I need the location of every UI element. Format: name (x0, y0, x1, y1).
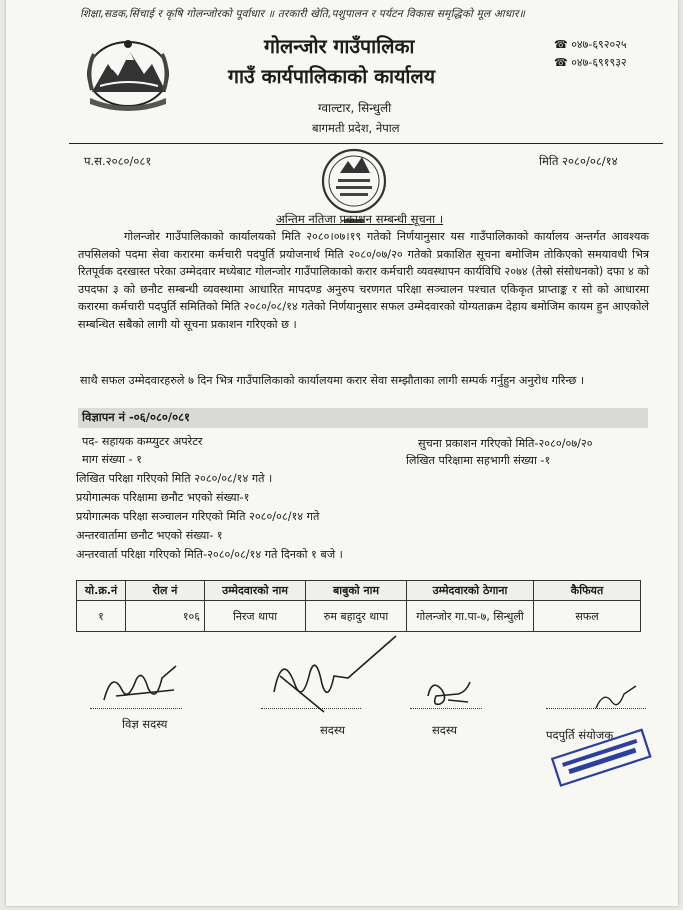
practical-selected: प्रयोगात्मक परिक्षामा छनौट भएको संख्या-१ (76, 491, 250, 504)
signature-line-3 (410, 708, 482, 709)
results-table (76, 580, 641, 632)
address-line-1: ग्वाल्टार, सिन्धुली (318, 101, 392, 115)
col-roll: रोल नं (126, 581, 205, 601)
phone-icon: ☎ (554, 56, 572, 69)
signature-line-2 (261, 708, 361, 709)
coordinator-stamp-icon (546, 726, 654, 788)
signature-label-2: सदस्य (320, 723, 346, 737)
phone-number-1 (554, 37, 627, 52)
col-candidate: उम्मेदवारको नाम (205, 581, 306, 601)
reference-number: प.स.२०८०/०८१ (84, 154, 152, 168)
phone-number-2 (554, 55, 627, 70)
notice-paragraph-1: गोलन्जोर गाउँपालिकाको कार्यालयको मिति २०८०।०७।१९ गतेको निर्णयानुसार यस गाउँपालिकाको कार्यालय अन्तर्गत आवश्यक तपसिलको पदमा सेवा करारमा कर्मचारी पदपुर्ति प्रयोजनार्थ मिति २०८०/०७/२० गतेको प्रकाशित सूचना बमोजिम तोकिएको समयावधी भित्र रितपूर्वक दरखास्त परेका उम्मेदवार मध्येबाट गोलन्जोर गाउँपालिकाको करार कर्मचारी व्यवस्थापन कार्यविधि २०७४ (तेस्रो संसोधनको) दफा ४ को उपदफा ३ को छनौट सम्बन्धी व्यवस्थामा आधारित मापदण्ड अनुरुप चरणगत परिक्षा सञ्चालन पश्चात एकिकृत प्राप्ताङ्क र सो को आधारमा करारमा कर्मचारी पदपुर्ति समितिको मिति २०८०/०८/१४ गतेको निर्णयानुसार सफल उम्मेदवारको योग्यताक्रम देहाय बमोजिम कायम हुन आएकोले सम्बन्धित सबैको लागी यो सूचना प्रकाशन गरिएको छ । (78, 230, 649, 331)
vacancy-number: विज्ञापन नं -०६/०८०/०८१ (82, 410, 191, 424)
signature-label-3: सदस्य (432, 723, 458, 737)
header-slogan: शिक्षा,सडक,सिंचाई र कृषि गोलन्जोरको पूर्वाधार ॥ तरकारी खेति,पशुपालन र पर्यटन विकास समृद्धिको मूल आधार॥ (80, 8, 526, 20)
signature-line-1 (90, 708, 182, 709)
col-remarks: कैफियत (534, 581, 641, 601)
signature-label-1: विज्ञ सदस्य (122, 717, 168, 731)
written-participants: लिखित परिक्षामा सहभागी संख्या -१ (406, 454, 551, 467)
written-exam-date: लिखित परिक्षा गरिएको मिति २०८०/०८/१४ गते । (76, 472, 273, 485)
phone-2-text: ०४७-६९१९३२ (571, 56, 627, 69)
practical-exam-date: प्रयोगात्मक परिक्षा सञ्चालन गरिएको मिति २०८०/०८/१४ गते (76, 510, 320, 523)
col-serial: यो.क्र.नं (77, 581, 126, 601)
office-name: गोलन्जोर गाउँपालिका (264, 35, 415, 58)
col-address: उम्मेदवारको ठेगाना (407, 581, 534, 601)
cell-roll: १०६ (126, 601, 205, 632)
table-header-row (77, 581, 641, 601)
table-row (77, 601, 641, 632)
phone-1-text: ०४७-६९२०२५ (571, 38, 627, 51)
signature-member-2 (418, 672, 478, 712)
cell-remarks: सफल (534, 601, 641, 632)
document-sheet (6, 0, 678, 906)
cell-address: गोलन्जोर गा.पा-७, सिन्धुली (407, 601, 534, 632)
signature-expert-member (96, 660, 186, 712)
cell-serial: १ (77, 601, 126, 632)
notice-publish-date: सुचना प्रकाशन गरिएको मिति-२०८०/०७/२० (418, 437, 593, 450)
notice-paragraph-2: साथै सफल उम्मेदवारहरुले ७ दिन भित्र गाउँपालिकाको कार्यालयमा करार सेवा सम्झौताका लागी सम्पर्क गर्नुहुन अनुरोध गरिन्छ । (80, 374, 585, 387)
cell-candidate: निरज थापा (205, 601, 306, 632)
signature-coordinator (590, 680, 640, 716)
nepal-emblem-icon (82, 34, 174, 112)
issue-date: मिति २०८०/०८/१४ (539, 154, 618, 168)
address-line-2: बागमती प्रदेश, नेपाल (312, 121, 400, 135)
demand-count: माग संख्या - १ (82, 453, 142, 466)
signature-member-1 (264, 632, 404, 724)
signature-label-4: पदपुर्ति संयोजक (546, 728, 614, 742)
signature-line-4 (546, 708, 646, 709)
office-title: गाउँ कार्यपालिकाको कार्यालय (228, 65, 435, 88)
interview-selected: अन्तरवार्तामा छनौट भएको संख्या- १ (76, 529, 223, 542)
post-name: पद- सहायक कम्प्युटर अपरेटर (82, 435, 203, 448)
interview-date: अन्तरवार्ता परिक्षा गरिएको मिति-२०८०/०८/१४ गते दिनको १ बजे । (76, 548, 343, 561)
cell-father: रुम बहादुर थापा (306, 601, 407, 632)
phone-icon: ☎ (554, 38, 572, 51)
notice-subject: अन्तिम नतिजा प्रकाशन सम्बन्धी सूचना । (276, 212, 444, 226)
col-father: बाबुको नाम (306, 581, 407, 601)
